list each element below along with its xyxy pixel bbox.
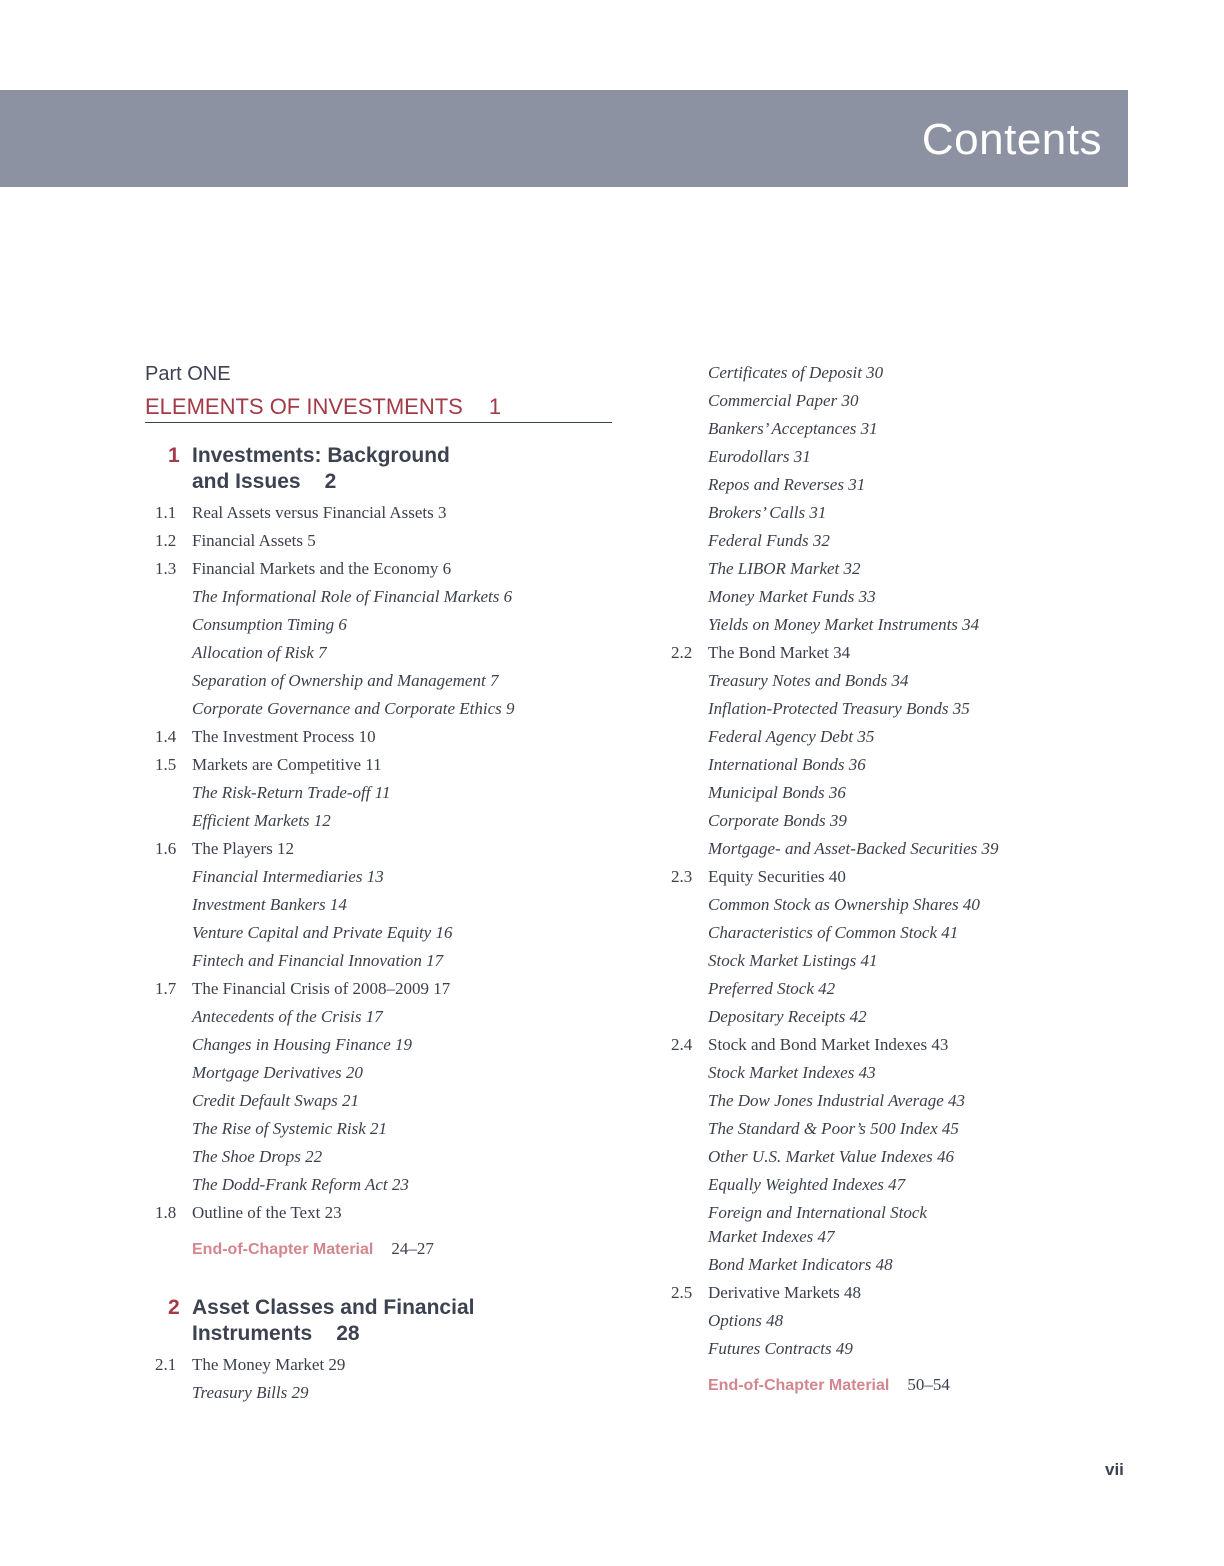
entry-text: Changes in Housing Finance 19 [192,1035,413,1054]
toc-section-entry [155,529,316,553]
entry-text: The Rise of Systemic Risk 21 [192,1119,387,1138]
toc-subsection-entry [671,1253,893,1277]
contents-banner [0,90,1128,187]
chapter-2-title-line2 [192,1321,360,1347]
toc-subsection-entry [155,1117,387,1141]
entry-text: Certificates of Deposit 30 [708,363,884,382]
toc-subsection-entry [671,697,970,721]
entry-text: Allocation of Risk 7 [192,643,327,662]
section-number: 2.2 [671,643,693,662]
chapter-2-end-material [708,1373,950,1398]
toc-subsection-entry [671,809,847,833]
part-page: 1 [488,394,502,419]
section-number: 1.3 [155,559,177,578]
toc-section-entry [155,1201,342,1225]
section-number: 1.2 [155,531,177,550]
entry-text: Other U.S. Market Value Indexes 46 [708,1147,954,1166]
entry-text: Mortgage Derivatives 20 [192,1063,363,1082]
section-number: 1.6 [155,839,177,858]
toc-section-entry [155,557,451,581]
toc-section-entry [155,977,450,1001]
toc-subsection-entry [155,809,331,833]
entry-text: Futures Contracts 49 [708,1339,853,1358]
entry-text: Antecedents of the Crisis 17 [192,1007,383,1026]
toc-subsection-entry [155,949,443,973]
toc-subsection-entry [671,1145,954,1169]
section-number: 1.1 [155,503,177,522]
entry-text: The Shoe Drops 22 [192,1147,323,1166]
section-number: 1.7 [155,979,177,998]
entry-text: Brokers’ Calls 31 [708,503,827,522]
toc-section-entry [155,1353,345,1377]
entry-text: Corporate Governance and Corporate Ethics 9 [192,699,515,718]
entry-text: International Bonds 36 [708,755,866,774]
toc-subsection-entry [155,613,347,637]
toc-subsection-entry [671,1173,905,1197]
toc-subsection-entry [155,1005,383,1029]
entry-text: Consumption Timing 6 [192,615,347,634]
entry-text: The Risk-Return Trade-off 11 [192,783,391,802]
entry-text: Separation of Ownership and Management 7 [192,671,499,690]
page-title: Contents [921,115,1102,164]
chapter-1-end-material [192,1237,434,1262]
section-number: 2.4 [671,1035,693,1054]
toc-subsection-entry [671,837,999,861]
entry-text: Characteristics of Common Stock 41 [708,923,959,942]
toc-section-entry [671,865,846,889]
toc-subsection-entry [671,1337,853,1361]
chapter-2-page: 28 [336,1322,360,1345]
chapter-1-title-line2 [192,469,336,495]
entry-text: Investment Bankers 14 [192,895,347,914]
section-number: 2.5 [671,1283,693,1302]
chapter-1-page: 2 [324,470,337,493]
toc-subsection-entry [155,1381,309,1405]
toc-subsection-entry [671,1117,959,1141]
entry-text: The LIBOR Market 32 [708,559,861,578]
entry-text: Corporate Bonds 39 [708,811,847,830]
toc-section-entry [155,837,294,861]
entry-text: The Informational Role of Financial Markets 6 [192,587,513,606]
entry-text: Financial Assets 5 [192,531,316,550]
entry-text: Credit Default Swaps 21 [192,1091,360,1110]
toc-subsection-entry [155,781,390,805]
section-number: 2.3 [671,867,693,886]
toc-subsection-entry [155,669,498,693]
toc-subsection-entry [155,865,384,889]
toc-subsection-entry [155,1033,412,1057]
part-title-text: ELEMENTS OF INVESTMENTS [145,394,463,419]
entry-text: The Bond Market 34 [708,643,851,662]
toc-subsection-entry [671,613,979,637]
entry-text: Treasury Bills 29 [192,1383,309,1402]
toc-subsection-entry [155,893,347,917]
entry-text: The Dow Jones Industrial Average 43 [708,1091,966,1110]
toc-subsection-entry [671,1005,867,1029]
end-material-label: End-of-Chapter Material [708,1377,890,1394]
chapter-1-number: 1 [168,444,180,467]
toc-section-entry [155,501,447,525]
entry-text: The Investment Process 10 [192,727,376,746]
toc-subsection-entry [671,501,826,525]
toc-subsection-entry [671,725,874,749]
toc-subsection-entry [671,669,909,693]
entry-text: Mortgage- and Asset-Backed Securities 39 [708,839,999,858]
toc-subsection-entry [671,977,835,1001]
chapter-1-title-line1: Investments: Background [192,444,450,467]
entry-text: The Standard & Poor’s 500 Index 45 [708,1119,959,1138]
toc-subsection-entry [671,781,846,805]
toc-subsection-entry [155,921,452,945]
entry-text: Fintech and Financial Innovation 17 [192,951,444,970]
toc-subsection-entry [671,1309,783,1333]
toc-subsection-entry [155,697,515,721]
section-number: 1.4 [155,727,177,746]
entry-text: Markets are Competitive 11 [192,755,382,774]
entry-text: The Money Market 29 [192,1355,346,1374]
page-number: vii [1105,1460,1124,1479]
toc-subsection-entry [155,1089,359,1113]
toc-section-entry [671,1033,948,1057]
entry-text: Federal Funds 32 [708,531,830,550]
entry-text: Stock Market Listings 41 [708,951,878,970]
toc-subsection-entry [671,585,876,609]
entry-text: Financial Intermediaries 13 [192,867,384,886]
entry-text: Bankers’ Acceptances 31 [708,419,878,438]
entry-text: Venture Capital and Private Equity 16 [192,923,453,942]
toc-subsection-entry [671,893,980,917]
entry-text: Equally Weighted Indexes 47 [708,1175,906,1194]
toc-subsection-entry [671,921,958,945]
entry-text: Foreign and International Stock [708,1203,927,1222]
entry-text: Financial Markets and the Economy 6 [192,559,452,578]
toc-subsection-entry [671,1201,927,1225]
chapter-1-title-text: and Issues [192,470,301,493]
end-material-pages: 24–27 [391,1239,434,1258]
toc-subsection-entry [671,557,861,581]
entry-text: Common Stock as Ownership Shares 40 [708,895,980,914]
section-number: 1.5 [155,755,177,774]
entry-text: Options 48 [708,1311,784,1330]
entry-text: Money Market Funds 33 [708,587,876,606]
chapter-2-title-line1: Asset Classes and Financial [192,1296,475,1319]
toc-subsection-entry [671,445,811,469]
toc-subsection-entry [671,417,878,441]
entry-text: Outline of the Text 23 [192,1203,342,1222]
entry-text: Bond Market Indicators 48 [708,1255,893,1274]
entry-text: Federal Agency Debt 35 [708,727,875,746]
entry-text: Equity Securities 40 [708,867,846,886]
toc-subsection-entry [671,949,878,973]
section-number: 2.1 [155,1355,177,1374]
toc-section-entry [155,753,382,777]
entry-text: Stock and Bond Market Indexes 43 [708,1035,949,1054]
entry-text: Repos and Reverses 31 [708,475,866,494]
toc-section-entry [155,725,376,749]
part-label: Part ONE [145,363,231,385]
toc-subsection-entry [155,1173,409,1197]
toc-subsection-entry [671,1061,876,1085]
entry-text: Municipal Bonds 36 [708,783,846,802]
toc-section-entry [671,1281,861,1305]
chapter-2-number: 2 [168,1296,180,1319]
toc-subsection-entry [671,1225,835,1249]
toc-subsection-entry [671,753,866,777]
entry-text: Efficient Markets 12 [192,811,331,830]
toc-subsection-entry [671,529,830,553]
toc-subsection-entry [671,389,858,413]
entry-text: Eurodollars 31 [708,447,811,466]
toc-subsection-entry [155,1145,322,1169]
entry-text: Market Indexes 47 [708,1227,835,1246]
toc-subsection-entry [155,585,512,609]
entry-text: The Dodd-Frank Reform Act 23 [192,1175,409,1194]
entry-text: Inflation-Protected Treasury Bonds 35 [708,699,970,718]
entry-text: Stock Market Indexes 43 [708,1063,876,1082]
chapter-2-title-text: Instruments [192,1322,313,1345]
section-number: 1.8 [155,1203,177,1222]
toc-subsection-entry [155,641,327,665]
entry-text: Depositary Receipts 42 [708,1007,867,1026]
toc-subsection-entry [671,361,883,385]
entry-text: Derivative Markets 48 [708,1283,861,1302]
entry-text: Yields on Money Market Instruments 34 [708,615,980,634]
entry-text: Real Assets versus Financial Assets 3 [192,503,447,522]
end-material-pages: 50–54 [907,1375,950,1394]
part-title [145,394,612,423]
entry-text: The Financial Crisis of 2008–2009 17 [192,979,451,998]
toc-subsection-entry [671,1089,965,1113]
toc-subsection-entry [155,1061,363,1085]
toc-subsection-entry [671,473,865,497]
toc-section-entry [671,641,850,665]
entry-text: Commercial Paper 30 [708,391,859,410]
entry-text: The Players 12 [192,839,294,858]
end-material-label: End-of-Chapter Material [192,1241,374,1258]
entry-text: Treasury Notes and Bonds 34 [708,671,909,690]
entry-text: Preferred Stock 42 [708,979,836,998]
